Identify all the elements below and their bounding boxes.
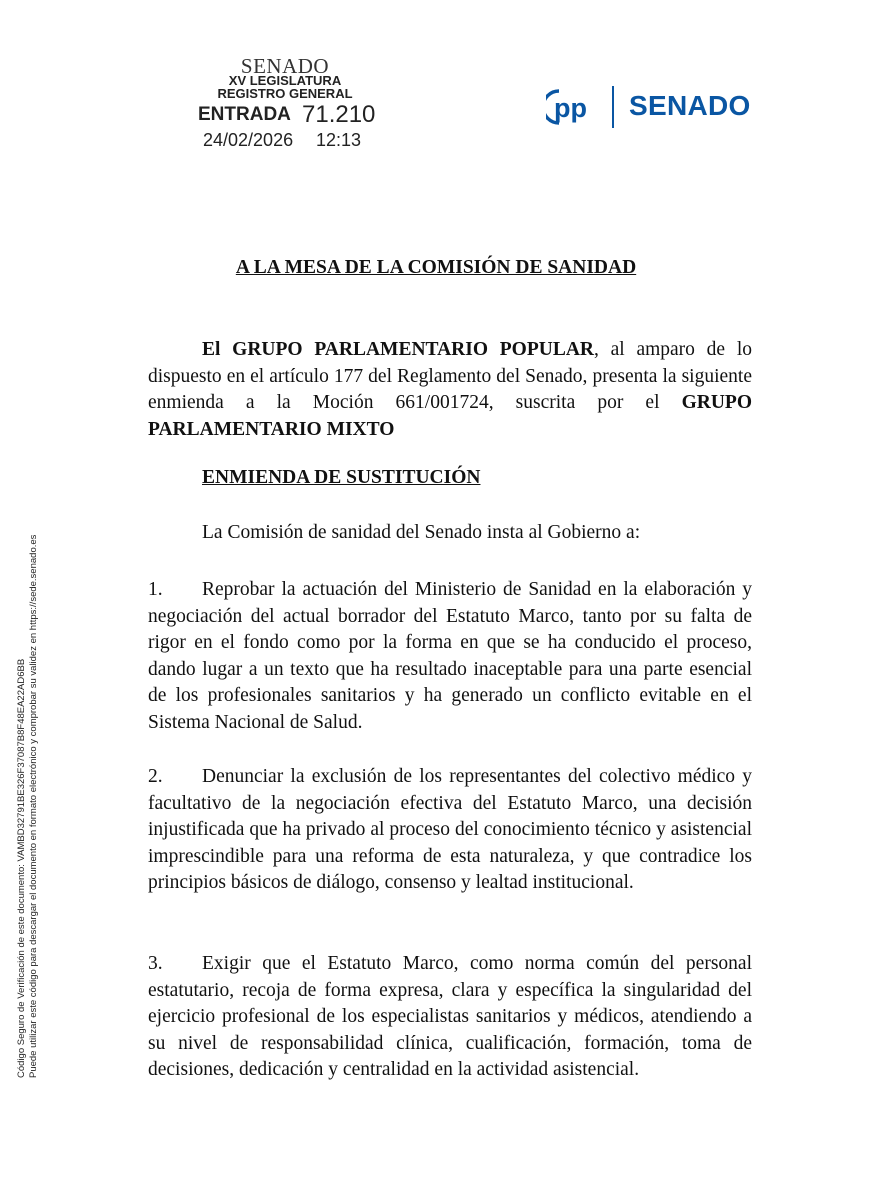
list-item [148, 951, 752, 1084]
document-heading: A LA MESA DE LA COMISIÓN DE SANIDAD [235, 257, 637, 278]
insta-text: La Comisión de sanidad del Senado insta al Gobierno a: [202, 522, 641, 543]
item-text: Denunciar la exclusión de los representantes del colectivo médico y facultativo de la negociación efectiva del Estatuto Marco, una decisión injustificada que ha privado al proceso del conocimiento técnico y asistencial imprescindible para una reforma de esta naturaleza, y que contradice los principios básicos de diálogo, consenso y lealtad institucional. [148, 766, 752, 893]
item-text: Reprobar la actuación del Ministerio de Sanidad en la elaboración y negociación del actual borrador del Estatuto Marco, tanto por su falta de rigor en el fondo como por la forma en que se ha conducido el proceso, dando lugar a un texto que ha resultado inaceptable para una parte esencial de los profesionales sanitarios y ha generado un conflicto evitable en el Sistema Nacional de Salud. [148, 579, 752, 733]
list-item [148, 764, 752, 897]
logo-senado-text: SENADO [629, 90, 751, 121]
stamp-entrada-number: 71.210 [302, 101, 376, 128]
verification-code [16, 478, 40, 1078]
svg-text:pp: pp [554, 93, 587, 123]
stamp-legislatura: XV LEGISLATURA [228, 73, 342, 88]
pp-logo-icon [546, 88, 600, 126]
stamp-time: 12:13 [316, 130, 362, 150]
logo-separator [612, 86, 614, 128]
verification-line-2: Puede utilizar este código para descargar el documento en formato electrónico y comprobar su validez en https://sede.senado.es [28, 534, 39, 1078]
stamp-entrada-label: ENTRADA [198, 104, 291, 125]
stamp-date: 24/02/2026 [203, 130, 294, 150]
item-text: Exigir que el Estatuto Marco, como norma común del personal estatutario, recoja de forma expresa, clara y específica la singularidad del ejercicio profesional de los especialistas sanitarios y médicos, atendiendo a su nivel de responsabilidad clínica, cualificación, formación, toma de decisiones, dedicación y centralidad en la actividad asistencial. [148, 953, 752, 1080]
stamp-registro: REGISTRO GENERAL [217, 86, 353, 101]
item-number: 1. [148, 579, 163, 600]
stamp-senado: SENADO [240, 54, 330, 78]
intro-group: El GRUPO PARLAMENTARIO POPULAR [202, 339, 595, 360]
intro-text: , al amparo de lo dispuesto en el artículo 177 del Reglamento del Senado, presenta la siguiente enmienda a la Moción 661/001724, suscrita por el [148, 339, 752, 413]
intro-group-2: GRUPO PARLAMENTARIO MIXTO [148, 392, 752, 440]
verification-line-1: Código Seguro de Verificación de este documento: VAMBD32791BE326F37087B8F48EA22AD6BB [16, 658, 27, 1078]
item-number: 2. [148, 766, 163, 787]
item-number: 3. [148, 953, 163, 974]
amendment-type: ENMIENDA DE SUSTITUCIÓN [202, 467, 481, 488]
intro-paragraph [148, 337, 752, 443]
list-item [148, 577, 752, 736]
